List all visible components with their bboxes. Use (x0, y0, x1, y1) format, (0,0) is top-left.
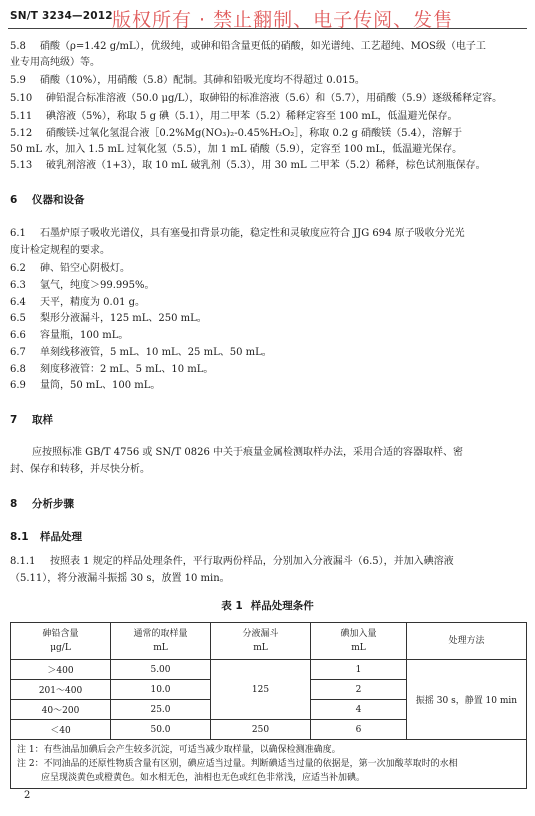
col-header-funnel: 分液漏斗 mL (211, 623, 311, 660)
page-number: 2 (24, 790, 31, 801)
col-header-method: 处理方法 (407, 623, 527, 660)
clause-6-1: 6.1 石墨炉原子吸收光谱仪，具有塞曼扣背景功能，稳定性和灵敏度应符合 JJG 694 原子吸收分光光 (10, 228, 465, 239)
clause-6-8: 6.8 刻度移液管：2 mL、5 mL、10 mL。 (10, 364, 214, 375)
clause-6-9: 6.9 量筒，50 mL、100 mL。 (10, 380, 161, 391)
copyright-watermark: 版权所有 · 禁止翻制、电子传阅、发售 (112, 9, 454, 31)
clause-6-2: 6.2 砷、铅空心阴极灯。 (10, 263, 130, 274)
col-header-sample-volume: 通常的取样量 mL (111, 623, 211, 660)
clause-6-7: 6.7 单刻线移液管，5 mL、10 mL、25 mL、50 mL。 (10, 347, 272, 358)
clause-5-12: 5.12 硝酸镁-过氧化氢混合液［0.2%Mg(NO₃)₂-0.45%H₂O₂］，称取 0.2 g 硝酸镁（5.4），溶解于 (10, 128, 463, 139)
col-header-content: 砷铅含量 μg/L (11, 623, 111, 660)
table-row: ＞400 5.00 125 1 振摇 30 s，静置 10 min (11, 660, 527, 680)
table-note-2-cont: 应呈现淡黄色或橙黄色。如水相无色，油相也无色或红色非常浅，应适当补加碘。 (41, 773, 366, 783)
sample-treatment-table (10, 622, 527, 789)
clause-6-6: 6.6 容量瓶，100 mL。 (10, 330, 129, 341)
clause-6-4: 6.4 天平，精度为 0.01 g。 (10, 297, 146, 308)
clause-8-1-1-cont: （5.11），将分液漏斗振摇 30 s，放置 10 min。 (10, 573, 230, 584)
header-rule (8, 28, 527, 29)
table-1-caption: 表 1 样品处理条件 (221, 600, 314, 612)
section-7-paragraph-cont: 封、保存和转移，并尽快分析。 (10, 464, 150, 475)
clause-6-5: 6.5 梨形分液漏斗，125 mL、250 mL。 (10, 313, 207, 324)
col-header-iodine: 碘加入量 mL (311, 623, 407, 660)
table-row: ＜40 50.0 250 6 (11, 720, 527, 740)
table-header-row (11, 623, 527, 660)
clause-8-1-1: 8.1.1 按照表 1 规定的样品处理条件，平行取两份样品，分别加入分液漏斗（6.5），并加入碘溶液 (10, 556, 454, 567)
table-note-2: 注 2：不同油品的还原性物质含量有区别，碘应适当过量。判断碘适当过量的依据是，第一次加酸萃取时的水相 (17, 759, 458, 769)
clause-5-8: 5.8 硝酸（ρ=1.42 g/mL），优级纯，或砷和铅含量更低的硝酸，如光谱纯、工艺超纯、MOS级（电子工 (10, 41, 486, 52)
standard-code: SN/T 3234—2012 (10, 10, 113, 22)
section-6-heading: 6 仪器和设备 (10, 194, 85, 206)
section-7-paragraph: 应按照标准 GB/T 4756 或 SN/T 0826 中关于痕量金属检测取样办法，采用合适的容器取样、密 (32, 447, 463, 458)
clause-6-3: 6.3 氩气，纯度＞99.995%。 (10, 280, 155, 291)
section-8-heading: 8 分析步骤 (10, 498, 74, 510)
clause-5-8-cont: 业专用高纯级）等。 (10, 57, 100, 68)
section-8-1-heading: 8.1 样品处理 (10, 531, 82, 543)
table-row: 201～400 10.0 2 (11, 680, 527, 700)
table-row: 40～200 25.0 4 (11, 700, 527, 720)
clause-6-1-cont: 度计检定规程的要求。 (10, 245, 110, 256)
clause-5-11: 5.11 碘溶液（5%），称取 5 g 碘（5.1），用二甲苯（5.2）稀释定容至 100 mL，低温避光保存。 (10, 111, 458, 122)
section-7-heading: 7 取样 (10, 414, 53, 426)
clause-5-13: 5.13 破乳剂溶液（1+3），取 10 mL 破乳剂（5.3），用 30 mL 二甲苯（5.2）稀释，棕色试剂瓶保存。 (10, 160, 486, 171)
method-merged-cell: 振摇 30 s，静置 10 min (407, 660, 527, 740)
table-notes-row (11, 740, 527, 789)
clause-5-12-cont: 50 mL 水，加入 1.5 mL 过氧化氢（5.5），加 1 mL 硝酸（5.9），定容至 100 mL，低温避光保存。 (10, 144, 463, 155)
funnel-merged-cell: 125 (211, 660, 311, 720)
clause-5-10: 5.10 砷铅混合标准溶液（50.0 μg/L），取砷铅的标准溶液（5.6）和（5.7），用硝酸（5.9）逐级稀释定容。 (10, 93, 503, 104)
clause-5-9: 5.9 硝酸（10%），用硝酸（5.8）配制。其砷和铅吸光度均不得超过 0.015。 (10, 75, 365, 86)
table-note-1: 注 1：有些油品加碘后会产生较多沉淀，可适当减少取样量，以确保检测准确度。 (17, 745, 341, 755)
